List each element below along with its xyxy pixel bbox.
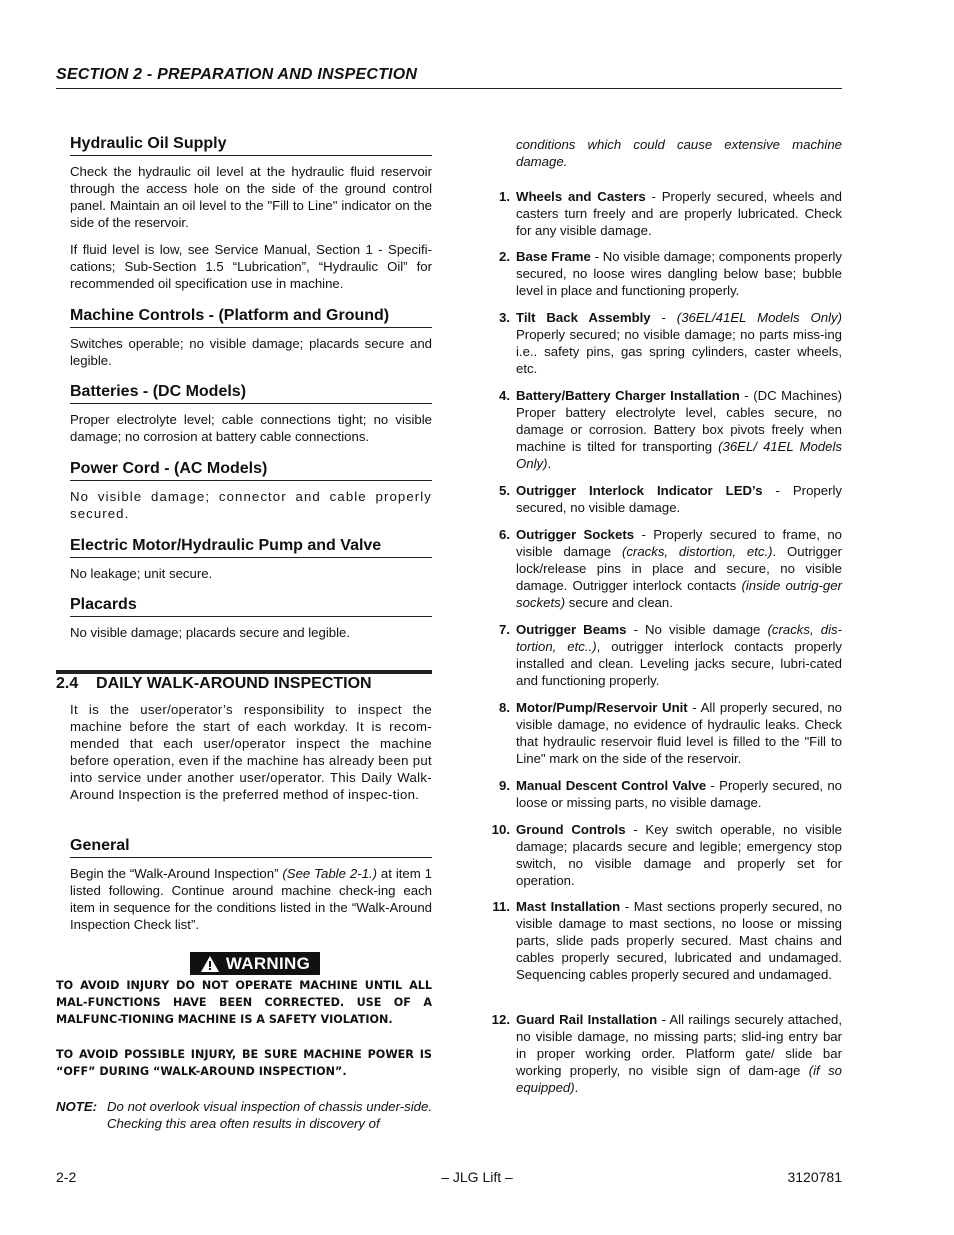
general-heading: General bbox=[70, 837, 432, 858]
item-body: Guard Rail Installation - All railings securely attached, no visible damage, no missing parts; slid-ing entry bar in proper working order. Platform gate/ slide bar working properly, no visible sign of dam-age (if so equipped). bbox=[516, 1012, 842, 1095]
inspection-item bbox=[482, 699, 842, 767]
batteries-text: Proper electrolyte level; cable connections tight; no visible damage; no corrosion at battery cable connections. bbox=[70, 412, 432, 444]
document-number: 3120781 bbox=[787, 1169, 842, 1185]
item-body: Manual Descent Control Valve - Properly secured, no loose or missing parts, no visible damage. bbox=[516, 778, 843, 810]
machine-controls-text: Switches operable; no visible damage; placards secure and legible. bbox=[70, 336, 432, 368]
warning-text-2: TO AVOID POSSIBLE INJURY, BE SURE MACHINE POWER IS “OFF” DURING “WALK-AROUND INSPECTION”. bbox=[56, 1048, 432, 1078]
item-title: Outrigger Sockets bbox=[516, 527, 635, 542]
item-body: Outrigger Beams - No visible damage (cracks, dis-tortion, etc..), outrigger interlock contacts properly installed and clean. Leveling jacks secure, lubri-cated and functioning properly. bbox=[516, 622, 843, 688]
item-number: 1. bbox=[499, 189, 510, 204]
item-body: Mast Installation - Mast sections properly secured, no visible damage to mast sections, no loose or missing parts, slide pads properly secured. Mast chains and cables properly secured, lubricated and undamaged. Sequencing cables properly secured and undamaged. bbox=[516, 899, 842, 982]
inspection-item bbox=[482, 387, 842, 472]
power-cord-text: No visible damage; connector and cable properly secured. bbox=[70, 489, 432, 521]
item-number: 10. bbox=[491, 822, 510, 837]
note-text: Do not overlook visual inspection of chassis under-side. Checking this area often results in discovery of bbox=[107, 1099, 432, 1131]
item-number: 9. bbox=[499, 778, 510, 793]
power-cord-heading: Power Cord - (AC Models) bbox=[70, 460, 432, 481]
general-text: Begin the “Walk-Around Inspection” (See Table 2-1.) at item 1 listed following. Continue around machine check-ing each item in sequence for the conditions listed in the “Walk-Around Inspection Check list”. bbox=[70, 866, 432, 932]
note-label: NOTE: bbox=[56, 1099, 98, 1114]
warning-banner bbox=[190, 952, 320, 975]
item-number: 5. bbox=[499, 483, 510, 498]
note-continuation: conditions which could cause extensive machine damage. bbox=[516, 137, 842, 169]
warning-label: WARNING bbox=[225, 953, 311, 973]
hydraulic-oil-heading: Hydraulic Oil Supply bbox=[70, 135, 432, 156]
item-body: Outrigger Interlock Indicator LED’s - Properly secured, no visible damage. bbox=[516, 483, 842, 515]
item-body: Base Frame - No visible damage; components properly secured, no loose wires dangling below base; bubble level in place and functioning properly. bbox=[516, 249, 842, 298]
hydraulic-oil-text-2: If fluid level is low, see Service Manual, Section 1 - Specifi-cations; Sub-Section 1.5 “Lubrication”, “Hydraulic Oil” for recommended oil specification use in machine. bbox=[70, 242, 432, 291]
page-number: 2-2 bbox=[56, 1169, 77, 1185]
item-title: Ground Controls bbox=[516, 822, 626, 837]
daily-walk-around-heading: 2.4 DAILY WALK-AROUND INSPECTION bbox=[56, 675, 372, 692]
item-number: 8. bbox=[499, 700, 510, 715]
item-title: Guard Rail Installation bbox=[516, 1012, 658, 1027]
hydraulic-oil-text-1: Check the hydraulic oil level at the hydraulic fluid reservoir through the access hole on the side of the ground control panel. Maintain an oil level to the "Fill to Line" indicator on the side of the reservoir. bbox=[70, 164, 432, 230]
item-title: Manual Descent Control Valve bbox=[516, 778, 707, 793]
inspection-item bbox=[482, 526, 842, 611]
item-number: 11. bbox=[492, 899, 510, 914]
item-title: Mast Installation bbox=[516, 899, 621, 914]
placards-text: No visible damage; placards secure and legible. bbox=[70, 625, 351, 640]
inspection-item bbox=[482, 777, 842, 811]
warning-text-1: TO AVOID INJURY DO NOT OPERATE MACHINE UNTIL ALL MAL-FUNCTIONS HAVE BEEN CORRECTED. USE OF A MALFUNC-TIONING MACHINE IS A SAFETY VIOLATION. bbox=[56, 979, 432, 1026]
item-title: Motor/Pump/Reservoir Unit bbox=[516, 700, 688, 715]
footer-center: – JLG Lift – bbox=[441, 1169, 513, 1185]
inspection-item bbox=[482, 1011, 842, 1096]
item-number: 2. bbox=[499, 249, 510, 264]
item-body: Ground Controls - Key switch operable, no visible damage; placards secure and legible; emergency stop switch, no visible damage and properly set for operation. bbox=[516, 822, 842, 888]
section-rule bbox=[56, 670, 432, 674]
item-title: Outrigger Interlock Indicator LED’s bbox=[516, 483, 763, 498]
inspection-item bbox=[482, 621, 842, 689]
item-title: Tilt Back Assembly bbox=[516, 310, 651, 325]
placards-heading: Placards bbox=[70, 596, 432, 617]
inspection-item bbox=[482, 482, 842, 516]
item-title: Wheels and Casters bbox=[516, 189, 646, 204]
item-body: Tilt Back Assembly - (36EL/41EL Models Only) Properly secured; no visible damage; no parts miss-ing i.e.. safety pins, gas spring cylinders, caster wheels, etc. bbox=[516, 310, 842, 376]
item-body: Battery/Battery Charger Installation - (DC Machines) Proper battery electrolyte level, cables secure, no damage or corrosion. Battery box pivots freely when machine is tilted for transporting (36EL/ 41EL Models Only). bbox=[516, 388, 842, 471]
inspection-item bbox=[482, 821, 842, 889]
note-block bbox=[56, 1098, 432, 1132]
batteries-heading: Batteries - (DC Models) bbox=[70, 383, 432, 404]
item-number: 12. bbox=[491, 1012, 510, 1027]
item-title: Outrigger Beams bbox=[516, 622, 627, 637]
item-title: Base Frame bbox=[516, 249, 591, 264]
inspection-item bbox=[482, 898, 842, 983]
inspection-item bbox=[482, 309, 842, 377]
item-number: 4. bbox=[499, 388, 510, 403]
warning-triangle-icon bbox=[200, 955, 220, 973]
inspection-item bbox=[482, 248, 842, 299]
daily-walk-around-text: It is the user/operator’s responsibility to inspect the machine before the start of each workday. It is recom-mended that each user/operator inspect the machine before operation, even if the machine has already been put into service under another user/operator. This Daily Walk-Around Inspection is the preferred method of inspec-tion. bbox=[70, 702, 432, 802]
item-number: 3. bbox=[499, 310, 510, 325]
item-number: 6. bbox=[499, 527, 510, 542]
item-body: Motor/Pump/Reservoir Unit - All properly secured, no visible damage, no evidence of hydraulic leaks. Check that hydraulic reservoir fluid level is filled to the "Fill to Line" mark on the side of the reservoir. bbox=[516, 700, 842, 766]
electric-motor-heading: Electric Motor/Hydraulic Pump and Valve bbox=[70, 537, 432, 558]
machine-controls-heading: Machine Controls - (Platform and Ground) bbox=[70, 307, 432, 328]
section-header: SECTION 2 - PREPARATION AND INSPECTION bbox=[56, 66, 842, 89]
item-number: 7. bbox=[499, 622, 510, 637]
electric-motor-text: No leakage; unit secure. bbox=[70, 566, 213, 581]
inspection-item bbox=[482, 188, 842, 239]
item-body: Wheels and Casters - Properly secured, wheels and casters turn freely and are properly lubricated. Check for any visible damage. bbox=[516, 189, 843, 238]
item-title: Battery/Battery Charger Installation bbox=[516, 388, 740, 403]
item-body: Outrigger Sockets - Properly secured to frame, no visible damage (cracks, distortion, etc.). Outrigger lock/release pins in place and secure, no visible damage. Outrigger interlock contacts (inside outrig-ger sockets) secure and clean. bbox=[516, 527, 843, 610]
